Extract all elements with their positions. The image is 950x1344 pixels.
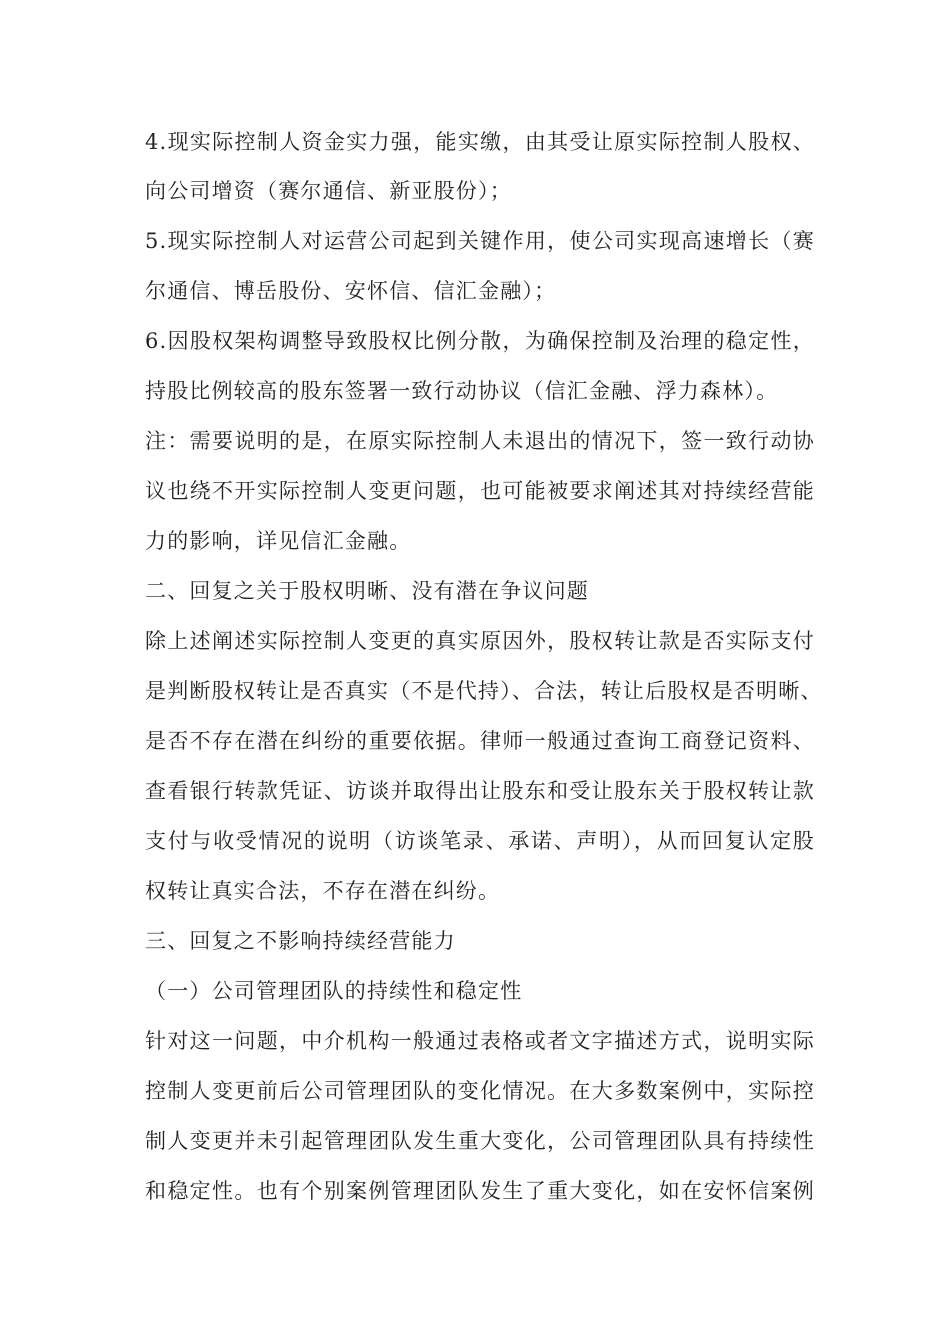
section-heading: 二、回复之关于股权明晰、没有潜在争议问题 <box>145 579 589 603</box>
text-line: 力的影响，详见信汇金融。 <box>145 529 412 553</box>
text-line: 4.现实际控制人资金实力强，能实缴，由其受让原实际控制人股权、 <box>145 130 815 154</box>
text-line: 6.因股权架构调整导致股权比例分散，为确保控制及治理的稳定性， <box>145 329 815 353</box>
text-line: 持股比例较高的股东签署一致行动协议（信汇金融、浮力森林）。 <box>145 379 779 403</box>
text-line: 控制人变更前后公司管理团队的变化情况。在大多数案例中，实际控 <box>145 1079 815 1103</box>
subsection-heading: （一）公司管理团队的持续性和稳定性 <box>145 979 523 1003</box>
text-line: 查看银行转款凭证、访谈并取得出让股东和受让股东关于股权转让款 <box>145 779 815 803</box>
text-line: 向公司增资（赛尔通信、新亚股份）； <box>145 179 512 203</box>
text-line: 和稳定性。也有个别案例管理团队发生了重大变化，如在安怀信案例 <box>145 1179 815 1203</box>
text-line: 尔通信、博岳股份、安怀信、信汇金融）； <box>145 279 557 303</box>
text-line: 制人变更并未引起管理团队发生重大变化，公司管理团队具有持续性 <box>145 1129 815 1153</box>
text-line: 议也绕不开实际控制人变更问题，也可能被要求阐述其对持续经营能 <box>145 479 815 503</box>
section-heading: 三、回复之不影响持续经营能力 <box>145 929 456 953</box>
text-line: 是判断股权转让是否真实（不是代持）、合法，转让后股权是否明晰、 <box>145 679 823 703</box>
text-line: 针对这一问题，中介机构一般通过表格或者文字描述方式，说明实际 <box>145 1029 815 1053</box>
text-line: 5.现实际控制人对运营公司起到关键作用，使公司实现高速增长（赛 <box>145 229 815 253</box>
text-line: 注：需要说明的是，在原实际控制人未退出的情况下，签一致行动协 <box>145 429 815 453</box>
text-line: 是否不存在潜在纠纷的重要依据。律师一般通过查询工商登记资料、 <box>145 729 815 753</box>
text-line: 支付与收受情况的说明（访谈笔录、承诺、声明），从而回复认定股 <box>145 829 815 853</box>
text-line: 权转让真实合法，不存在潜在纠纷。 <box>145 879 501 903</box>
text-line: 除上述阐述实际控制人变更的真实原因外，股权转让款是否实际支付 <box>145 629 815 653</box>
